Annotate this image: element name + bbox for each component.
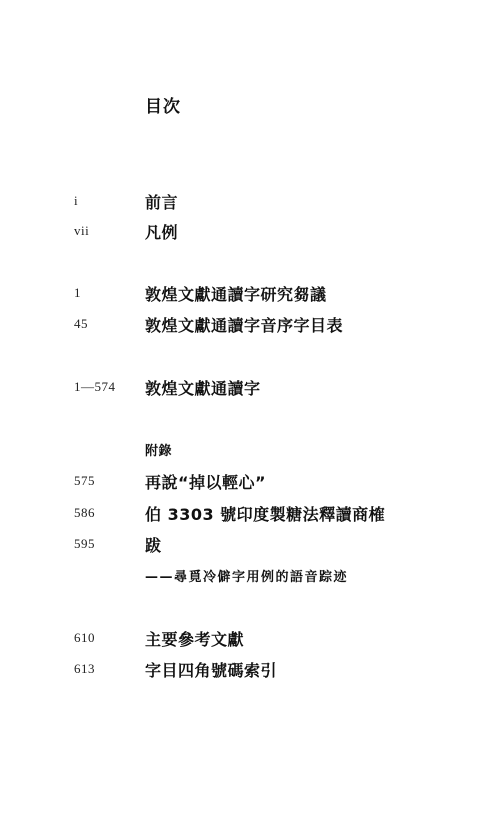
toc-page-number: 575 — [74, 473, 95, 488]
toc-page-number: 595 — [74, 536, 95, 551]
toc-entry — [0, 470, 500, 494]
toc-entry — [0, 533, 500, 557]
appendix-heading: 附錄 — [145, 444, 173, 459]
toc-entry-title: 敦煌文獻通讀字研究芻議 — [145, 285, 327, 304]
toc-entry-title: 再說“掉以輕心” — [145, 473, 267, 492]
toc-page-number: 1 — [74, 285, 81, 300]
page-title: 目次 — [145, 97, 181, 117]
toc-page-number: i — [74, 193, 79, 208]
toc-entry-title: 前言 — [145, 193, 179, 212]
toc-page-number: 610 — [74, 630, 95, 645]
toc-entry-title: 凡例 — [145, 223, 179, 242]
toc-entry-title: 跋 — [145, 536, 162, 555]
toc-page-number: 45 — [74, 316, 88, 331]
toc-entry-title: 字目四角號碼索引 — [145, 661, 278, 680]
toc-entry — [0, 190, 500, 214]
toc-page-number: 1—574 — [74, 379, 116, 394]
toc-entry-subtitle-row — [0, 566, 500, 590]
toc-page-number: 613 — [74, 661, 95, 676]
toc-entry — [0, 658, 500, 682]
toc-entry — [0, 376, 500, 400]
toc-entry — [0, 313, 500, 337]
toc-entry — [0, 502, 500, 526]
toc-entry-title: 敦煌文獻通讀字 — [145, 379, 261, 398]
toc-entry — [0, 220, 500, 244]
appendix-heading-row — [0, 440, 500, 464]
toc-page-number: 586 — [74, 505, 95, 520]
toc-page-number: vii — [74, 223, 90, 238]
toc-entry — [0, 282, 500, 306]
toc-entry — [0, 627, 500, 651]
toc-entry-title: 敦煌文獻通讀字音序字目表 — [145, 316, 344, 335]
toc-entry-title: 伯 3303 號印度製糖法釋讀商榷 — [145, 505, 386, 524]
toc-entry-title: 主要參考文獻 — [145, 630, 245, 649]
toc-entry-subtitle: ——尋覓冷僻字用例的語音踪迹 — [145, 570, 349, 585]
